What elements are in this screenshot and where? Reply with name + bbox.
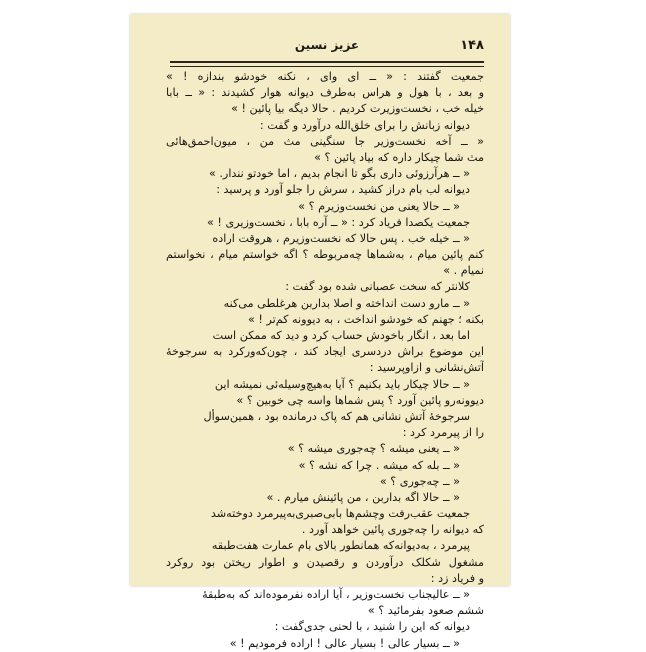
text-line: « ــ بله که میشه . چرا که نشه ؟ » bbox=[298, 458, 460, 472]
running-head-author: عزیز نسین bbox=[294, 38, 360, 52]
text-line: دیوانه که این را شنید ، با لحنی جدی‌گفت : bbox=[274, 620, 470, 634]
text-line: جمعیت عقب‌رفت وچشم‌ها بابی‌صبری‌به‌پیرمرد دوخته‌شد bbox=[210, 507, 470, 521]
text-line: نمیام . » bbox=[443, 264, 484, 278]
text-line: دیوونه‌رو پائین آورد ؟ پس شماها واسه چی خوبین ؟ » bbox=[236, 393, 484, 407]
text-line: این موضوع براش دردسری ایجاد کند ، چون‌که‌ورکرد به سرجوخهٔ bbox=[166, 345, 484, 359]
text-line: پیرمرد ، به‌دیوانه‌که همانطور بالای بام عمارت هفت‌طبقه bbox=[211, 539, 470, 553]
text-line: خیله خب ، نخست‌وزیرت کردیم . حالا دیگه بیا پائین ! » bbox=[231, 102, 484, 116]
text-line: دیوانه لب بام دراز کشید ، سرش را جلو آورد و پرسید : bbox=[216, 183, 470, 197]
text-line: ششم صعود بفرمائید ؟ » bbox=[367, 604, 484, 618]
text-line: جمعیت یکصدا فریاد کرد : « ــ آره بابا ، نخست‌وزیری ! » bbox=[207, 215, 470, 229]
page-number: ۱۴۸ bbox=[460, 38, 484, 53]
text-line: « ــ مارو دست انداخته و اصلا بداربن هرغلطی می‌کنه bbox=[223, 296, 470, 310]
page-header bbox=[170, 38, 484, 58]
text-line: « ــ حالا چیکار باید بکنیم ؟ آیا به‌هیچ‌وسیله‌ئی نمیشه این bbox=[214, 377, 470, 391]
text-line: جمعیت گفتند : « ــ ای وای ، نکنه خودشو بندازه ! » bbox=[166, 70, 484, 83]
text-line: مشغول شکلک درآوردن و رقصیدن و اطوار ریختن بود روکرد bbox=[166, 555, 484, 569]
text-line: « ــ حالا اگه بداربن ، من پائینش میارم . » bbox=[266, 490, 460, 504]
text-line: آتش‌نشانی و ازاوپرسید : bbox=[369, 361, 484, 375]
text-line: سرجوخهٔ آتش نشانی هم که پاک درمانده بود ، همین‌سوأل bbox=[203, 409, 470, 423]
text-line: « ــ عالیجناب نخست‌وزیر ، آیا اراده نفرموده‌اند که به‌طبقهٔ bbox=[202, 588, 470, 601]
text-line: که دیوانه را چه‌جوری پائین خواهد آورد . bbox=[301, 523, 484, 537]
text-line: « ــ بسیار عالی ! بسیار عالی ! اراده فرمودیم ! » bbox=[229, 636, 460, 650]
header-rule bbox=[170, 61, 484, 67]
book-page bbox=[130, 14, 510, 650]
text-line: بکنه ؛ جهنم که خودشو انداخت ، به دیوونه کم‌تر ! » bbox=[248, 312, 484, 326]
text-line: « ــ هرآرزوئی داری بگو تا انجام بدیم ، اما خودتو نندار. » bbox=[208, 167, 470, 181]
text-line: « ــ یعنی میشه ؟ چه‌جوری میشه ؟ » bbox=[287, 442, 460, 456]
text-line: اما بعد ، انگار باخودش حساب کرد و دید که ممکن است bbox=[212, 329, 470, 342]
text-line: دیوانه زبانش را برای خلق‌الله درآورد و گفت : bbox=[259, 118, 470, 132]
text-line: مث شما چیکار داره که بیاد پائین ؟ » bbox=[314, 150, 484, 164]
text-line: « ــ آخه نخست‌وزیر جا سنگینی مث من ، میون‌احمق‌هائی bbox=[166, 134, 484, 148]
text-line: و فریاد زد : bbox=[430, 571, 484, 585]
text-line: « ــ خیله خب . پس حالا که نخست‌وزیرم ، هروقت اراده bbox=[212, 231, 470, 245]
text-line: « ــ چه‌جوری ؟ » bbox=[379, 474, 460, 488]
text-line: کلانتر که سخت عصبانی شده بود گفت : bbox=[285, 280, 470, 294]
text-line: کنم پائین میام ، به‌شماها چه‌مربوطه ؟ اگه خواستم میام ، نخواستم bbox=[166, 248, 484, 262]
page-body bbox=[166, 69, 484, 652]
text-line: را از پیرمرد کرد : bbox=[402, 426, 484, 440]
text-line: و بعد ، با هول و هراس به‌طرف دیوانه هوار کشیدند : « ــ بابا bbox=[166, 86, 484, 100]
text-line: « ــ حالا یعنی من نخست‌وزیرم ؟ » bbox=[298, 199, 460, 213]
